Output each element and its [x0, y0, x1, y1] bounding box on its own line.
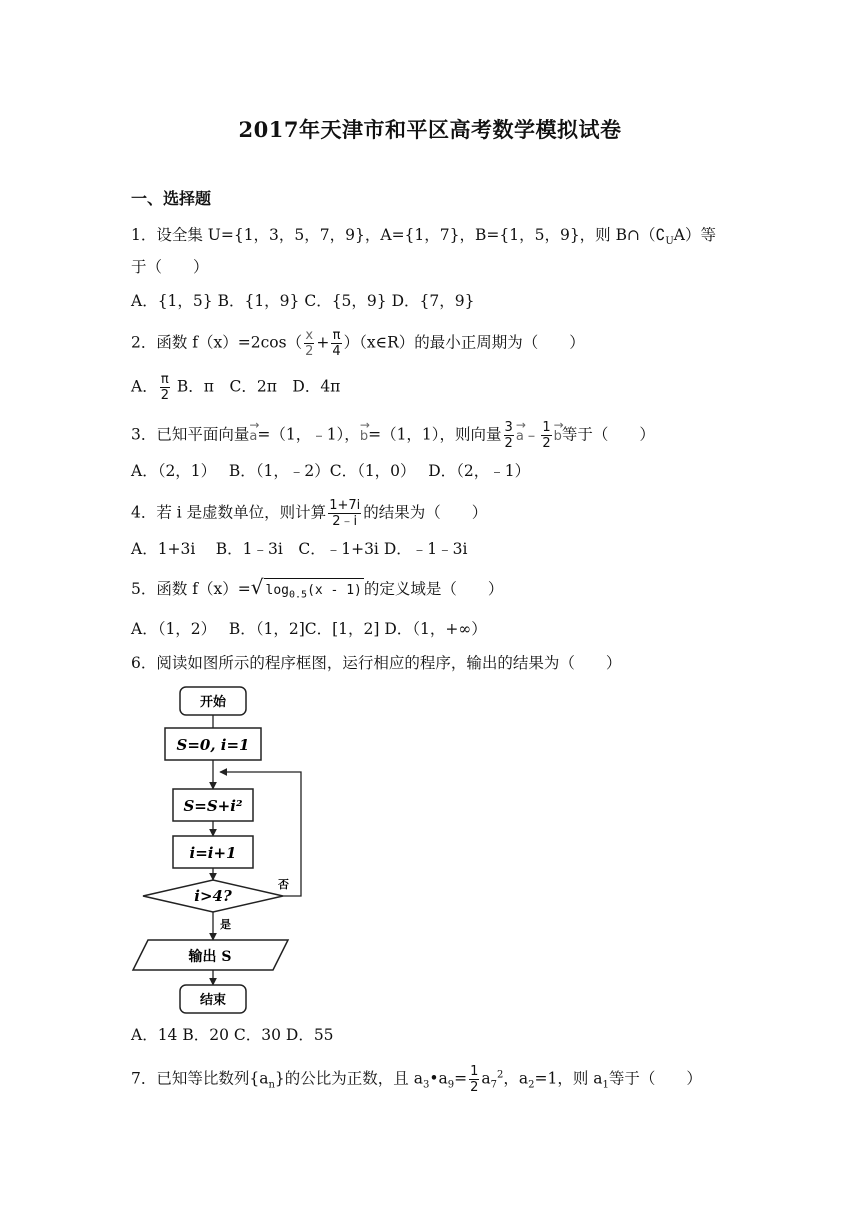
section-heading: 一、选择题 — [131, 189, 212, 208]
flow-end-label: 结束 — [199, 993, 227, 1008]
q3-minus: ﹣ — [523, 425, 540, 444]
question-7 — [131, 1064, 702, 1097]
question-2 — [131, 328, 585, 359]
q2-option-a-fraction: $\frac{\pi}{2}$ — [160, 372, 169, 403]
q2-plus: + — [316, 333, 330, 352]
flow-output-label: 输出 S — [188, 949, 232, 965]
q3-text: 3．已知平面向量 — [131, 425, 250, 444]
q5-text: 5．函数 f（x）= — [131, 580, 251, 598]
q5-radicand: $\log_{0.5}(x - 1)$ — [264, 578, 364, 607]
q4-text-end: 的结果为（ ） — [363, 503, 488, 522]
q3-coef-3-2: $\frac{3}{2}$ — [504, 420, 513, 451]
q2-option-a-label: A． — [131, 377, 158, 396]
flow-start-label: 开始 — [199, 695, 227, 710]
q7-text: 7．已知等比数列{a — [131, 1069, 269, 1088]
q4-text: 4．若 i 是虚数单位，则计算 — [131, 503, 327, 522]
question-1 — [131, 224, 716, 253]
q7-sub-9: 9 — [447, 1079, 455, 1091]
q3-a-value: =（1，﹣1）， — [257, 425, 360, 444]
flow-step1-label: S=S+i² — [183, 797, 243, 815]
q7-sub-3: 3 — [422, 1079, 430, 1091]
q1-options: A．{1，5} B．{1，9} C．{5，9} D．{7，9} — [131, 292, 475, 310]
flow-yes-label: 是 — [220, 918, 231, 931]
flow-init-label: S=0, i=1 — [176, 736, 250, 754]
q1-subscript: U — [665, 236, 674, 248]
q7-sub-n: n — [268, 1079, 275, 1091]
q5-text-end: 的定义域是（ ） — [363, 580, 504, 598]
q2-options — [131, 372, 340, 403]
q1-text: 1．设全集 U={1，3，5，7，9}，A={1，7}，B={1，5，9}，则 B∩（∁ — [131, 226, 666, 244]
question-3 — [131, 420, 655, 451]
flow-step2-label: i=i+1 — [189, 844, 237, 862]
q5-options: A．（1，2） B．（1，2]C．[1，2] D．（1，+∞） — [131, 620, 487, 638]
question-6: 6．阅读如图所示的程序框图，运行相应的程序，输出的结果为（ ） — [131, 654, 622, 672]
q2-fraction-x2: $\frac{x}{2}$ — [305, 328, 314, 359]
page-title: 2017年天津市和平区高考数学模拟试卷 — [238, 117, 622, 142]
vector-b: → b — [360, 422, 368, 448]
q3-coef-1-2: $\frac{1}{2}$ — [542, 420, 551, 451]
q7-sup-2: 2 — [497, 1069, 504, 1081]
q3-text-end: 等于（ ） — [561, 425, 655, 444]
q1-text-end: A）等 — [673, 226, 716, 244]
flow-decision-label: i>4? — [194, 887, 232, 905]
vector-a-2: → a — [516, 422, 524, 448]
q3-b-value: =（1，1），则向量 — [368, 425, 502, 444]
q7-text-mid3: =1，则 a — [534, 1069, 603, 1088]
flow-no-label: 否 — [278, 878, 289, 891]
q6-options: A．14 B．20 C．30 D．55 — [131, 1026, 334, 1044]
question-4 — [131, 498, 487, 529]
sqrt-icon: √ — [250, 575, 264, 599]
vector-a: → a — [249, 422, 257, 448]
q7-text-mid2: ，a — [503, 1069, 529, 1088]
q7-a7: a — [481, 1069, 491, 1088]
q7-fraction: $\frac{1}{2}$ — [470, 1064, 479, 1095]
q2-options-rest: B．π C．2π D．4π — [171, 377, 341, 396]
q3-options: A．（2，1） B．（1，﹣2）C．（1，0） D．（2，﹣1） — [131, 462, 531, 480]
q7-text-mid: }的公比为正数，且 a — [274, 1069, 423, 1088]
q7-text-end: 等于（ ） — [608, 1069, 702, 1088]
q1-continued: 于（ ） — [131, 258, 209, 276]
q4-fraction: $\frac{1+7i}{2﹣i}$ — [329, 498, 361, 529]
vector-b-2: → b — [554, 422, 562, 448]
q2-text: 2．函数 f（x）=2cos（ — [131, 333, 303, 352]
q2-text-end: ）（x∈R）的最小正周期为（ ） — [343, 333, 585, 352]
q4-options: A．1+3i B．1﹣3i C．﹣1+3i D．﹣1﹣3i — [131, 540, 468, 558]
q2-fraction-pi4: $\frac{\pi}{4}$ — [332, 328, 341, 359]
q7-sub-1: 1 — [602, 1079, 609, 1091]
q7-sub-2: 2 — [528, 1079, 535, 1091]
program-flowchart — [128, 680, 428, 1020]
q7-dot: •a — [429, 1069, 448, 1088]
question-5 — [131, 576, 503, 607]
q7-sub-7: 7 — [490, 1079, 497, 1091]
q7-eq: = — [454, 1069, 468, 1088]
